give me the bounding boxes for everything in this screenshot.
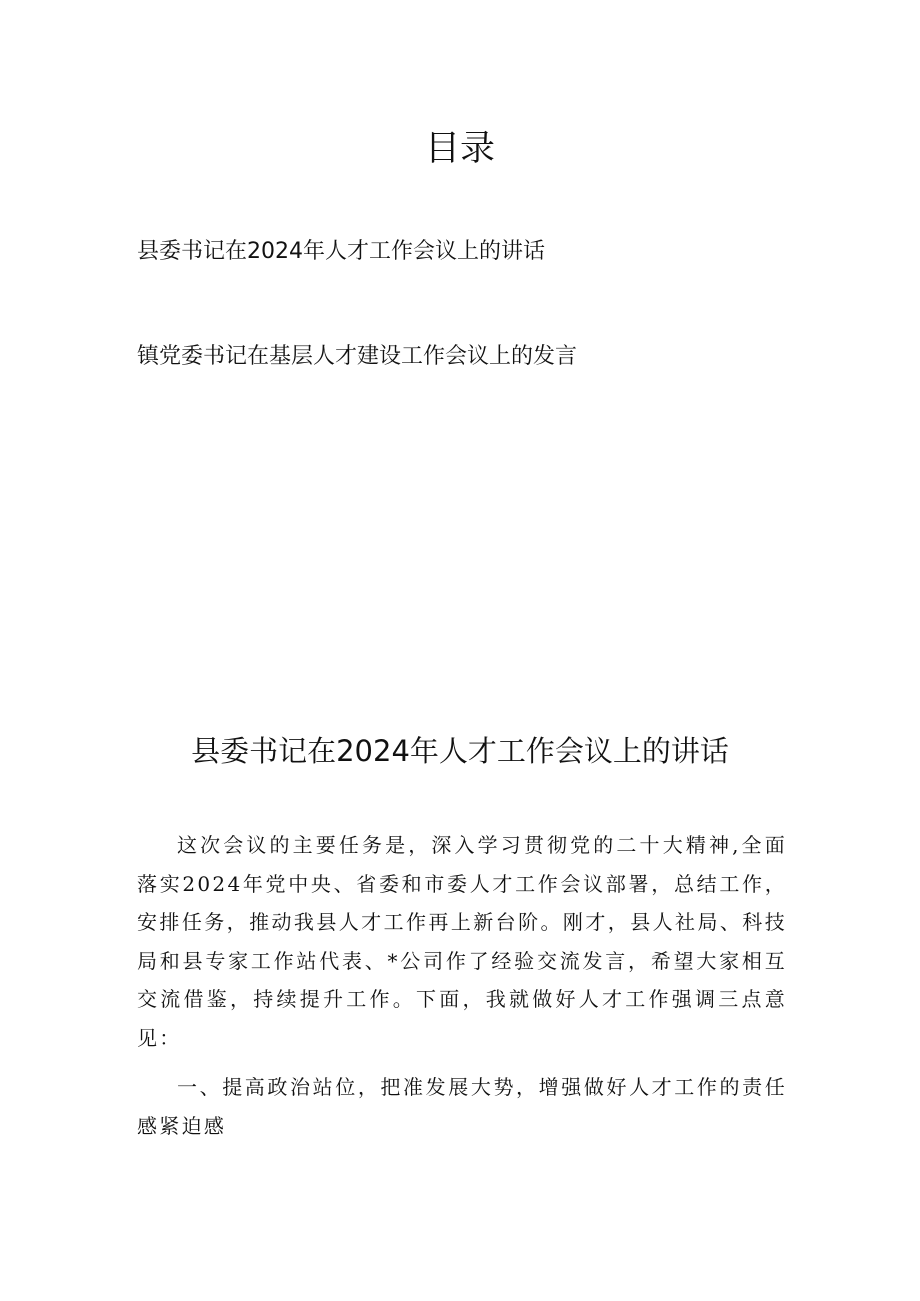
article-paragraph-intro: 这次会议的主要任务是，深入学习贯彻党的二十大精神,全面落实2024年党中央、省委和市委人才工作会议部署，总结工作，安排任务，推动我县人才工作再上新台阶。刚才，县人社局、科技局和县专家工作站代表、*公司作了经验交流发言，希望大家相互交流借鉴，持续提升工作。下面，我就做好人才工作强调三点意见：	[137, 833, 787, 1050]
article-section-heading-1: 一、提高政治站位，把准发展大势，增强做好人才工作的责任感紧迫感	[137, 1075, 787, 1138]
toc-item-county-speech[interactable]: 县委书记在2024年人才工作会议上的讲话	[137, 239, 545, 264]
toc-heading: 目录	[424, 129, 495, 169]
toc-item-town-speech[interactable]: 镇党委书记在基层人才建设工作会议上的发言	[137, 344, 578, 369]
article-title: 县委书记在2024年人才工作会议上的讲话	[191, 734, 729, 768]
